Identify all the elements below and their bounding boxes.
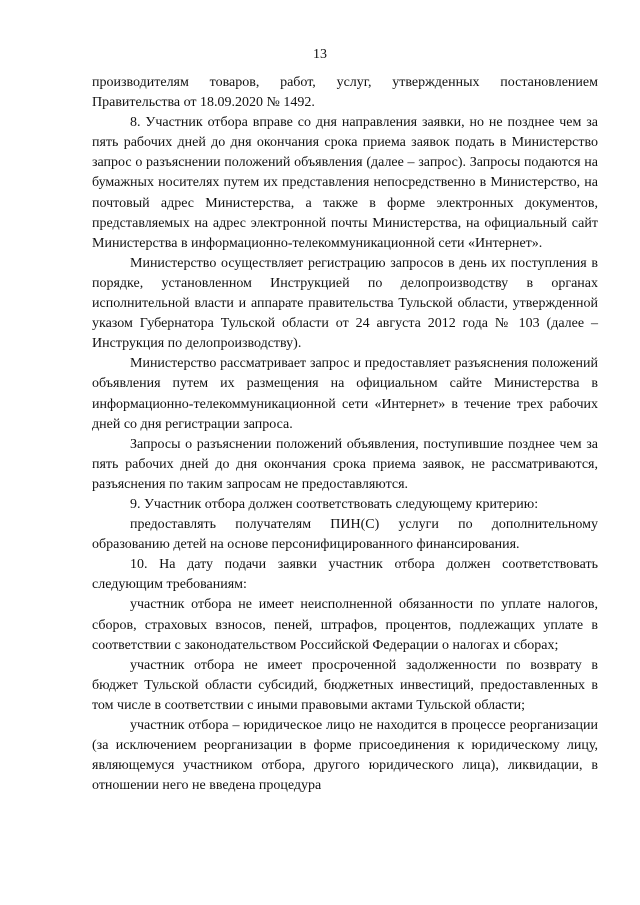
paragraph-8-requests: 8. Участник отбора вправе со дня направления заявки, но не позднее чем за пять рабочих дней до дня окончания срока приема заявок подать в Министерство запрос о разъяснении положений объявления (далее – запрос). Запросы подаются на бумажных носителях путем их представления непосредственно в Министерство, на почтовый адрес Министерства, а также в форме электронных документов, представляемых на адрес электронной почты Министерства, на официальный сайт Министерства в информационно-телекоммуникационной сети «Интернет». (92, 115, 598, 251)
paragraph-9-criterion: 9. Участник отбора должен соответствовать следующему критерию: (130, 496, 539, 512)
paragraph-criterion-text: предоставлять получателям ПИН(С) услуги по дополнительному образованию детей на основе персонифицированного финансирования. (92, 517, 598, 553)
paragraph-1-continuation: производителям товаров, работ, услуг, утвержденных постановлением Правительства от 18.09.2020 № 1492. (92, 75, 598, 111)
paragraph-registration: Министерство осуществляет регистрацию запросов в день их поступления в порядке, установленном Инструкцией по делопроизводству в органах исполнительной власти и аппарате правительства Тульской области, утвержденной указом Губернатора Тульской области от 24 августа 2012 года № 103 (далее – Инструкция по делопроизводству). (92, 255, 598, 352)
paragraph-clarification: Министерство рассматривает запрос и предоставляет разъяснения положений объявления путем их размещения на официальном сайте Министерства в информационно-телекоммуникационной сети «Интернет» в течение трех рабочих дней со дня регистрации запроса. (92, 356, 598, 432)
paragraph-10-requirements: 10. На дату подачи заявки участник отбора должен соответствовать следующим требованиям: (92, 557, 598, 593)
paragraph-reorganization: участник отбора – юридическое лицо не находится в процессе реорганизации (за исключением реорганизации в форме присоединения к юридическому лицу, являющемуся участником отбора, другого юридического лица), ликвидации, в отношении него не введена процедура (92, 718, 598, 794)
page-number: 13 (313, 47, 327, 62)
paragraph-taxes: участник отбора не имеет неисполненной обязанности по уплате налогов, сборов, страховых взносов, пеней, штрафов, процентов, подлежащих уплате в соответствии с законодательством Российской Федерации о налогах и сборах; (92, 597, 598, 653)
paragraph-debts: участник отбора не имеет просроченной задолженности по возврату в бюджет Тульской области субсидий, бюджетных инвестиций, предоставленных в том числе в соответствии с иными правовыми актами Тульской области; (92, 657, 598, 713)
paragraph-late-requests: Запросы о разъяснении положений объявления, поступившие позднее чем за пять рабочих дней до дня окончания срока приема заявок, не рассматриваются, разъяснения по таким запросам не предоставляются. (92, 436, 598, 492)
document-body (92, 73, 598, 796)
